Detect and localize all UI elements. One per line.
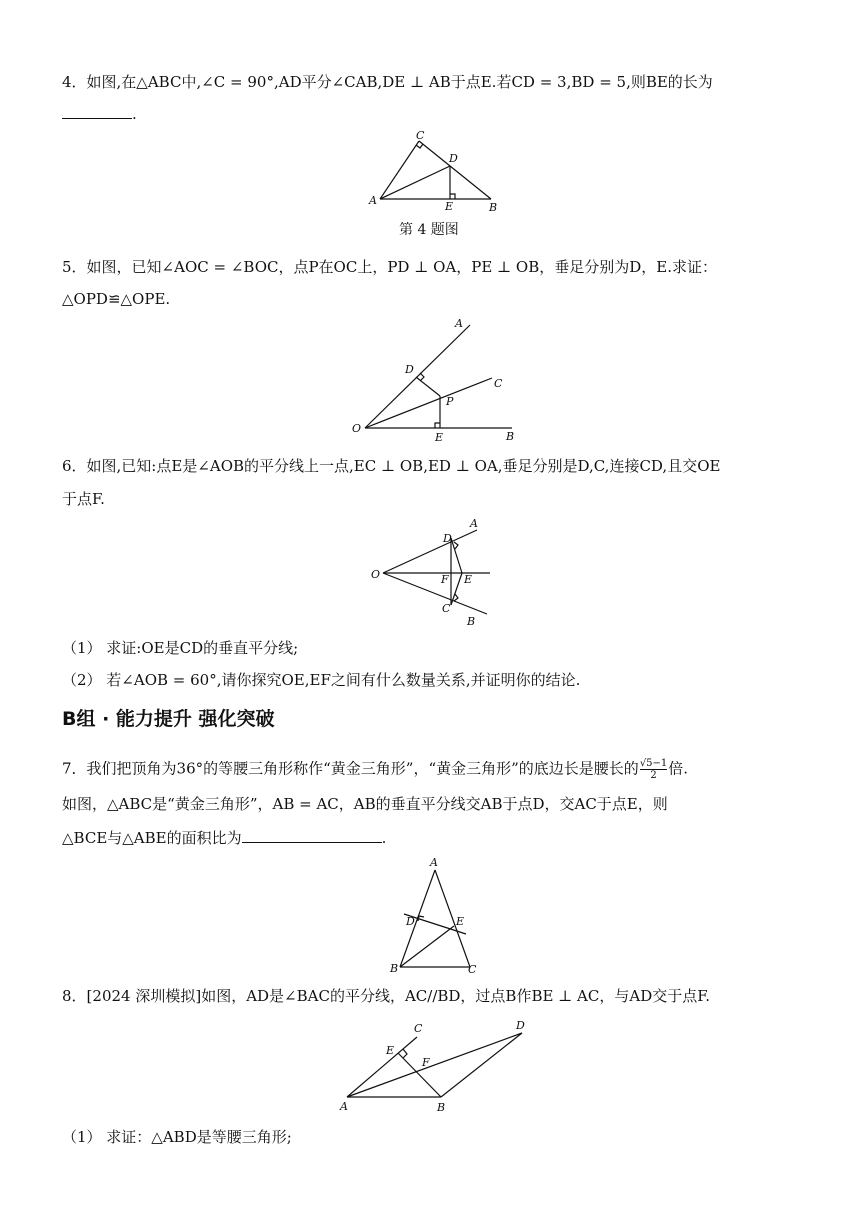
q7-label-a: A [430, 856, 438, 869]
q7-label-c: C [468, 963, 477, 976]
q5-label-b: B [506, 430, 515, 443]
q4-caption: 第 4 题图 [399, 222, 459, 238]
q4-label-c: C [416, 129, 425, 142]
q7-fraction-numerator: √5−1 [639, 758, 668, 769]
q6-label-b: B [467, 615, 476, 628]
q8-right-angle-e [403, 1049, 407, 1058]
q7-label-d: D [406, 915, 415, 928]
q7-label-b: B [390, 962, 399, 975]
q8-ray-ac [347, 1037, 417, 1097]
q6-label-a: A [470, 517, 478, 530]
q4-label-d: D [449, 152, 458, 165]
q6-label-o: O [371, 568, 381, 581]
q7-line1-main: 7．我们把顶角为36°的等腰三角形称作“黄金三角形”，“黄金三角形”的底边长是腰长的 [62, 759, 639, 778]
q8-label-c: C [414, 1022, 423, 1035]
q4-label-a: A [369, 194, 377, 207]
q6-part2: （2） 若∠AOB = 60°,请你探究OE,EF之间有什么数量关系,并证明你的结论. [62, 671, 581, 689]
q5-label-e: E [435, 431, 444, 444]
q7-label-e: E [456, 915, 465, 928]
q8-part1: （1） 求证：△ABD是等腰三角形; [62, 1128, 292, 1146]
section-b-heading: B组 · 能力提升 强化突破 [62, 708, 275, 730]
q8-label-d: D [516, 1019, 525, 1032]
q5-text-line1: 5．如图，已知∠AOC = ∠BOC，点P在OC上，PD ⊥ OA，PE ⊥ OB，垂足分别为D，E.求证： [62, 258, 717, 276]
q6-part1: （1） 求证:OE是CD的垂直平分线; [62, 639, 299, 657]
q4-text-line1: 4．如图,在△ABC中,∠C = 90°,AD平分∠CAB,DE ⊥ AB于点E.若CD = 3,BD = 5,则BE的长为 [62, 73, 713, 91]
q8-label-a: A [340, 1100, 348, 1113]
q5-label-d: D [405, 363, 414, 376]
q6-label-f: F [441, 573, 449, 586]
q8-label-b: B [437, 1101, 446, 1114]
q6-text-line2: 于点F. [62, 490, 105, 508]
q8-segment-ad [347, 1033, 522, 1097]
q7-fraction-denominator: 2 [650, 770, 657, 781]
q5-label-c: C [494, 377, 503, 390]
q6-label-c: C [442, 602, 451, 615]
q4-label-e: E [445, 200, 454, 213]
q7-line1-end: 倍. [668, 759, 689, 778]
q6-label-d: D [443, 532, 452, 545]
q5-text-line2: △OPD≌△OPE. [62, 290, 171, 308]
q7-text-line2: 如图，△ABC是“黄金三角形”，AB = AC，AB的垂直平分线交AB于点D，交AC于点E，则 [62, 795, 668, 813]
q7-line3-main: △BCE与△ABE的面积比为 [62, 829, 242, 847]
q8-segment-be [398, 1053, 441, 1097]
q5-label-o: O [352, 422, 362, 435]
q5-label-a: A [455, 317, 463, 330]
q8-segment-bd [441, 1033, 522, 1097]
q6-label-e: E [464, 573, 473, 586]
q6-text-line1: 6．如图,已知:点E是∠AOB的平分线上一点,EC ⊥ OB,ED ⊥ OA,垂足分别是D,C,连接CD,且交OE [62, 457, 721, 475]
q8-text-line1: 8．[2024 深圳模拟]如图，AD是∠BAC的平分线，AC//BD，过点B作BE ⊥ AC，与AD交于点F. [62, 987, 711, 1005]
q8-label-e: E [386, 1044, 395, 1057]
q5-label-p: P [446, 395, 454, 408]
q4-period: . [132, 105, 137, 123]
q7-period: . [381, 829, 387, 847]
q4-label-b: B [489, 201, 498, 214]
q8-label-f: F [422, 1056, 430, 1069]
